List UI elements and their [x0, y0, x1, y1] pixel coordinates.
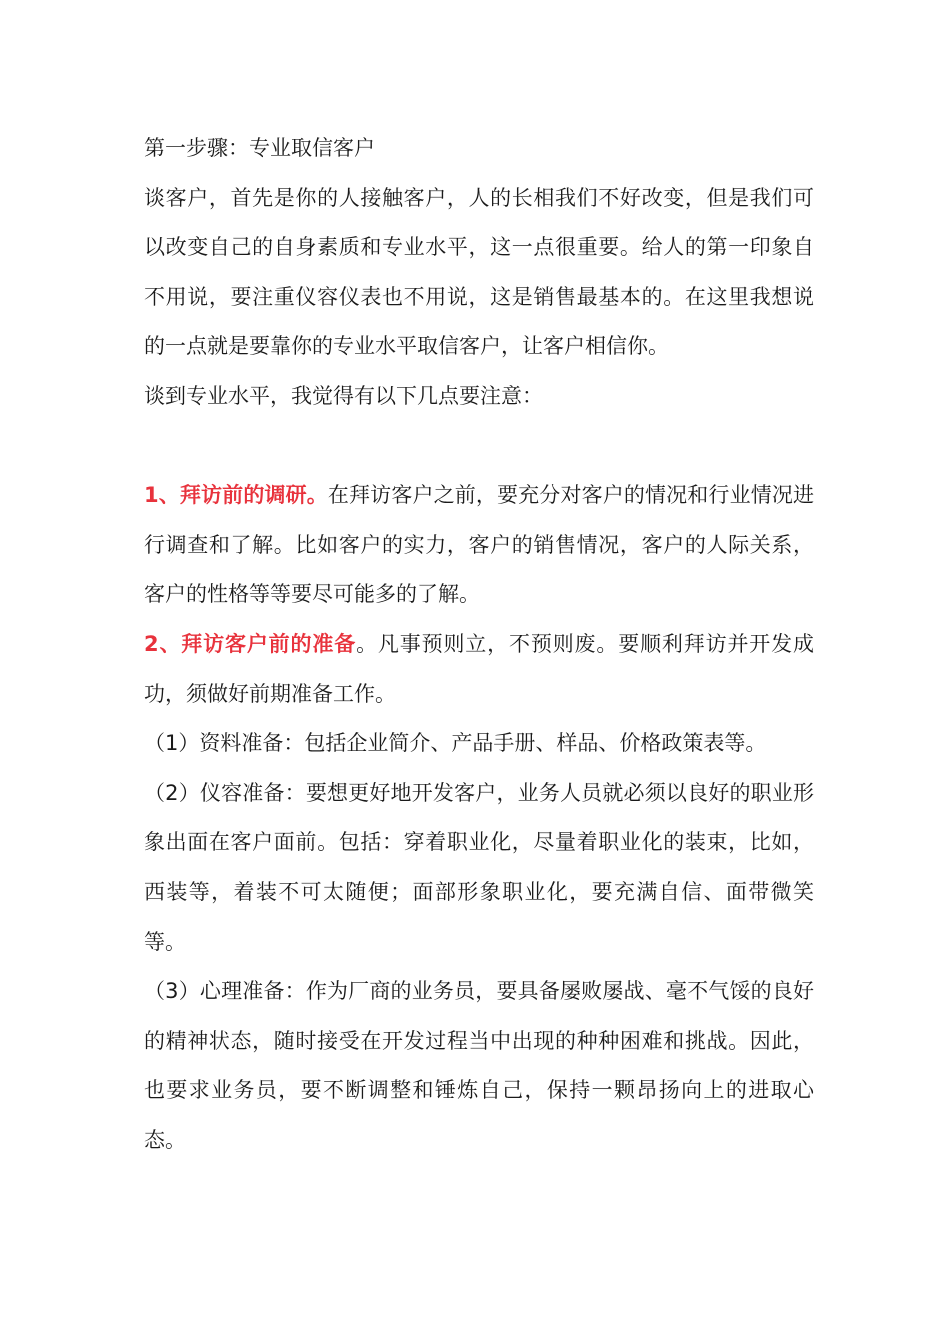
- sub-point-1: （1）资料准备：包括企业简介、产品手册、样品、价格政策表等。: [144, 731, 767, 756]
- point-1-body: 在拜访客户之前，要充分对客户的情况和行业情况进行调查和了解。比如客户的实力，客户的销售情况，客户的人际关系，客户的性格等等要尽可能多的了解。: [144, 483, 814, 607]
- point-1-heading: 1、拜访前的调研。: [144, 483, 328, 508]
- lead-in-paragraph: 谈到专业水平，我觉得有以下几点要注意：: [144, 383, 543, 408]
- point-1-paragraph: [144, 471, 814, 620]
- blank-line: [144, 422, 814, 472]
- document-body: [144, 124, 814, 1165]
- point-2-body: 。凡事预则立，不预则废。要顺利拜访并开发成功，须做好前期准备工作。: [144, 631, 814, 706]
- intro-paragraph: 谈客户，首先是你的人接触客户，人的长相我们不好改变，但是我们可以改变自己的自身素质和专业水平，这一点很重要。给人的第一印象自不用说，要注重仪容仪表也不用说，这是销售最基本的。在这里我想说的一点就是要靠你的专业水平取信客户，让客户相信你。: [144, 185, 814, 359]
- step-title: 第一步骤：专业取信客户: [144, 136, 375, 160]
- point-2-heading: 2、拜访客户前的准备: [144, 631, 357, 656]
- sub-point-3: （3）心理准备：作为厂商的业务员，要具备屡败屡战、毫不气馁的良好的精神状态，随时接受在开发过程当中出现的种种困难和挑战。因此，也要求业务员，要不断调整和锤炼自己，保持一颗昂扬向上的进取心态。: [144, 979, 814, 1152]
- point-2-paragraph: [144, 620, 814, 719]
- sub-point-2: （2）仪容准备：要想更好地开发客户，业务人员就必须以良好的职业形象出面在客户面前。包括：穿着职业化，尽量着职业化的装束，比如，西装等，着装不可太随便；面部形象职业化，要充满自信、面带微笑等。: [144, 780, 814, 954]
